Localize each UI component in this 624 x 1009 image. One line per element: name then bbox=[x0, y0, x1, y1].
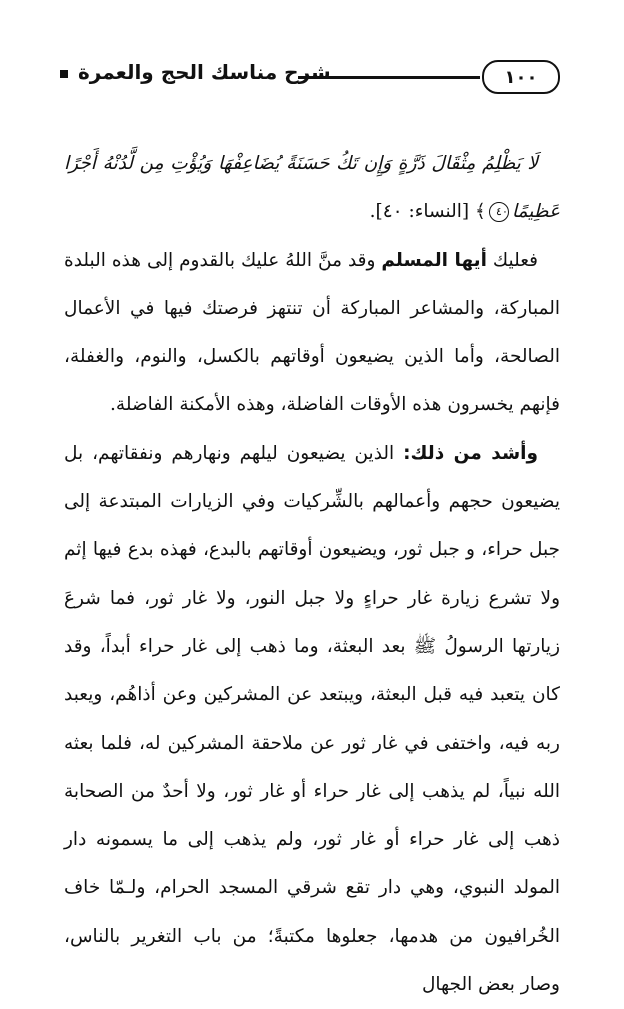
page-number: ١٠٠ bbox=[482, 60, 560, 94]
paragraph-1-text: وقد منَّ اللهُ عليك بالقدوم إلى هذه البلدة المباركة، والمشاعر المباركة أن تنتهز فرصتك فيها في الأعمال الصالحة، وأما الذين يضيعون أوقاتهم بالكسل، والنوم، والغفلة، فإنهم يخسرون هذه الأوقات الفاضلة، وهذه الأمكنة الفاضلة. bbox=[64, 249, 560, 416]
paragraph-1-lead: فعليك bbox=[492, 249, 538, 271]
paragraph-1 bbox=[64, 237, 560, 430]
paragraph-2-bold: وأشد من ذلك: bbox=[403, 442, 538, 464]
page-header bbox=[60, 58, 560, 108]
quran-verse-line2: عَظِيمًا bbox=[511, 201, 560, 223]
page-body bbox=[64, 140, 560, 1009]
paragraph-2-text: الذين يضيعون ليلهم ونهارهم ونفقاتهم، بل يضيعون حجهم وأعمالهم بالشِّركيات وفي الزيارات المبتدعة إلى جبل حراء، و جبل ثور، ويضيعون أوقاتهم بالبدع، فهذه بدع فيها إثم ولا تشرع زيارة غار حراءٍ ولا جبل النور، ولا غار ثور، فما شرعَ زيارتها الرسولُ ﷺ بعد البعثة، وما ذهب إلى غار حراء أبداً، وقد كان يتعبد فيه قبل البعثة، ويبتعد عن المشركين وعن أذاهُم، ويعبد ربه فيه، واختفى في غار ثور عن ملاحقة المشركين له، فلما بعثه الله نبياً، لم يذهب إلى غار حراء أو غار ثور، ولا أحدٌ من الصحابة ذهب إلى غار حراء أو غار ثور، ولم يذهب إلى ما يسمونه دار المولد النبوي، وهي دار تقع شرقي المسجد الحرام، ولـمّا خاف الخُرافيون من هدمها، جعلوها مكتبةً؛ من باب التغرير بالناس، وصار بعض الجهال bbox=[64, 442, 560, 996]
paragraph-2 bbox=[64, 430, 560, 1009]
book-title: شرح مناسك الحج والعمرة bbox=[78, 60, 331, 84]
verse-reference: ﴾ [النساء: ٤٠]. bbox=[369, 201, 486, 223]
ayah-number-mark: ٤٠ bbox=[489, 202, 509, 222]
header-square-ornament bbox=[60, 70, 68, 78]
quran-verse bbox=[64, 140, 560, 237]
quran-verse-line1: لَا يَظْلِمُ مِثْقَالَ ذَرَّةٍ وَإِن تَكُ حَسَنَةً يُضَاعِفْهَا وَيُؤْتِ مِن لَّدُنْهُ أَجْرًا bbox=[64, 153, 538, 174]
paragraph-1-bold: أيها المسلم bbox=[381, 249, 487, 271]
